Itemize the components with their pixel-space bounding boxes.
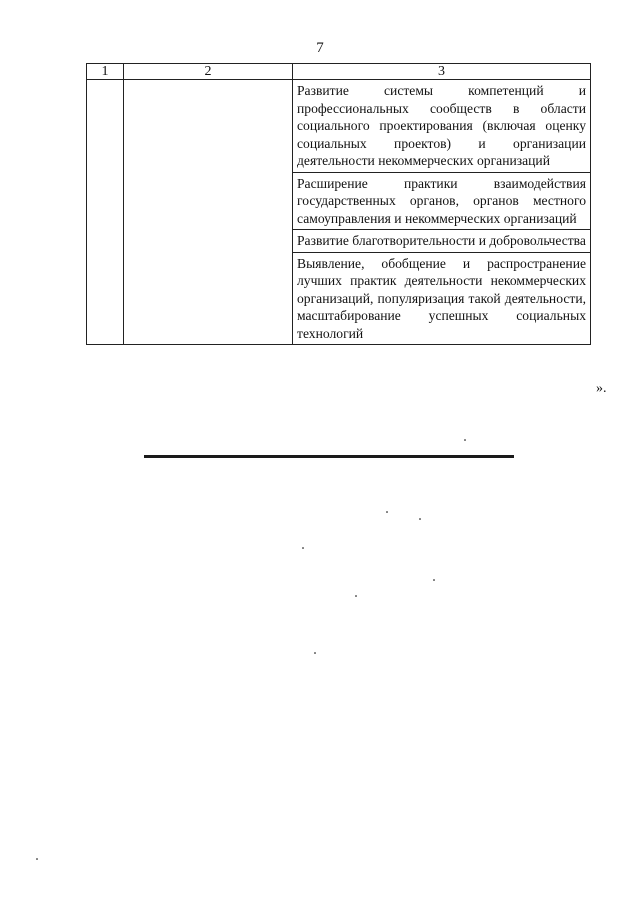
activity-item-4: Выявление, обобщение и распространение лучших практик деятельности некоммерческих организаций, популяризация такой деятельности, масштабирование успешных социальных технологий <box>297 255 586 341</box>
scan-speck <box>433 579 435 581</box>
end-of-document-rule <box>144 455 514 458</box>
closing-quote-mark: ». <box>596 381 607 396</box>
column-1-cell <box>87 80 124 345</box>
scan-speck <box>464 439 466 441</box>
activity-item-2: Расширение практики взаимодействия государственных органов, органов местного самоуправления и некоммерческих организаций <box>293 173 590 231</box>
column-header-3: 3 <box>293 64 591 80</box>
activity-list <box>293 80 590 344</box>
column-2-cell <box>124 80 293 345</box>
scan-speck <box>314 652 316 654</box>
document-table <box>86 63 591 345</box>
column-3-cell <box>293 80 591 345</box>
scan-speck <box>386 511 388 513</box>
table-header-row <box>87 64 591 80</box>
page-number: 7 <box>316 40 324 56</box>
column-header-1: 1 <box>87 64 124 80</box>
scan-speck <box>36 858 38 860</box>
activity-item-1: Развитие системы компетенций и профессиональных сообществ в области социального проектирования (включая оценку социальных проектов) и организации деятельности некоммерческих организаций <box>293 80 590 173</box>
column-header-2: 2 <box>124 64 293 80</box>
scan-speck <box>355 595 357 597</box>
scan-speck <box>419 518 421 520</box>
table-row <box>87 80 591 345</box>
scan-speck <box>302 547 304 549</box>
activity-item-3: Развитие благотворительности и добровольчества <box>293 230 590 253</box>
